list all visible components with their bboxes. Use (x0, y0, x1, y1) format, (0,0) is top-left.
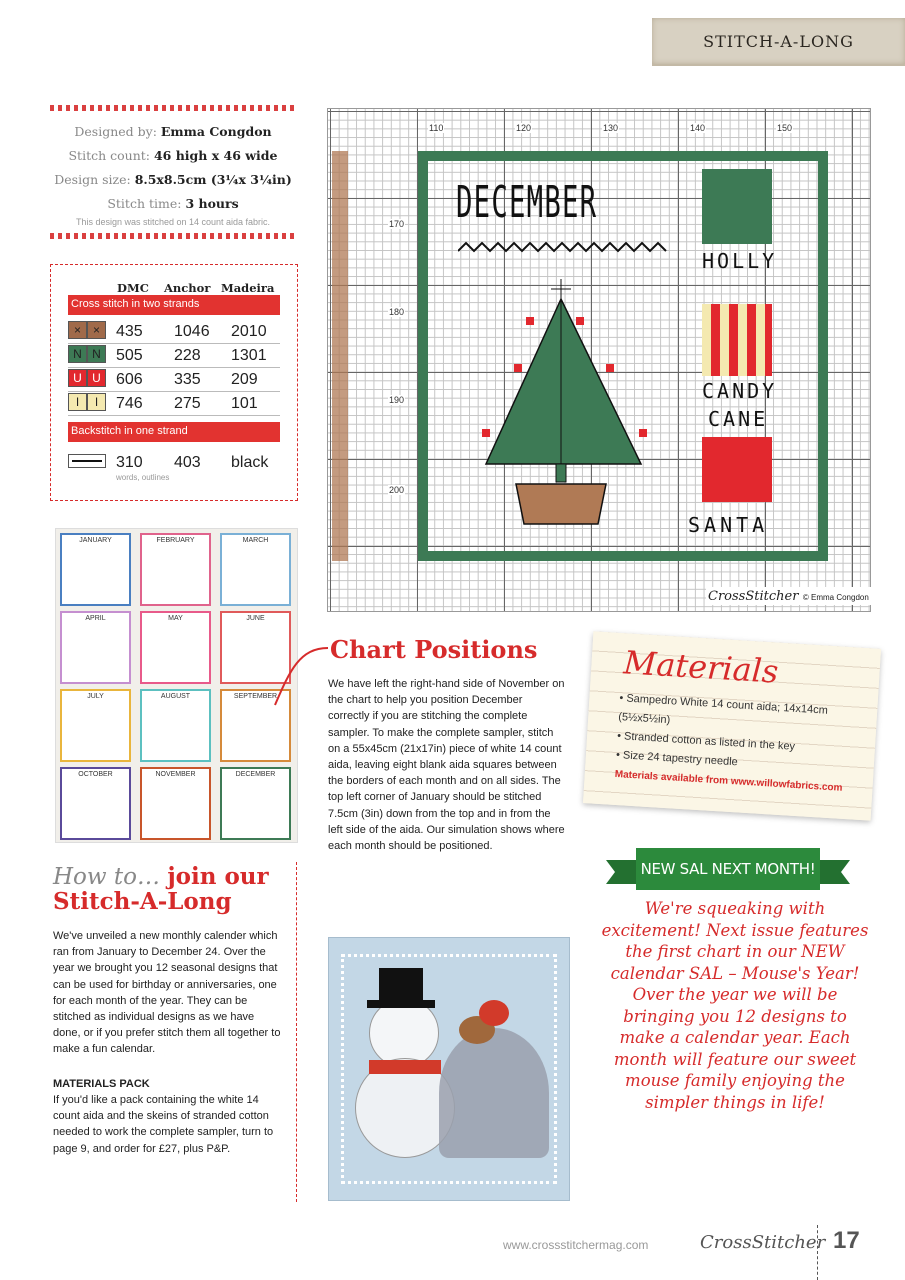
chart-word: CANDY (702, 379, 778, 403)
divider (817, 1225, 818, 1280)
key-section-back: Backstitch in one strand (68, 422, 280, 442)
stitched-photo (328, 937, 570, 1201)
material-item: • Sampedro White 14 count aida; 14x14cm (5½x5½in) (617, 692, 829, 727)
positions-body: We have left the right-hand side of November on the chart to help you position December correctly if you are stitching the complete sampler. To make the complete sampler, stitch on a 55x45cm (21x17in) piece of white 14 count aida, leaving eight blank aida squares between the borders of each month and on all sides. The top left corner of January should be stitched 7.5cm (3in) down from the top and in from the left side of the aida. Our simulation shows where each month should be positioned. (328, 678, 565, 853)
zigzag-divider (50, 233, 296, 239)
month-thumb: FEBRUARY (140, 533, 211, 606)
chart-title: DECEMBER (456, 177, 598, 228)
month-thumb: MARCH (220, 533, 291, 606)
month-thumb: JUNE (220, 611, 291, 684)
holly-block (702, 169, 772, 244)
chart-credit: CrossStitcher © Emma Congdon (708, 589, 869, 604)
banner-tail-right (820, 860, 850, 884)
month-thumb: OCTOBER (60, 767, 131, 840)
key-row: U U 606 335 209 (68, 368, 280, 392)
chart-word: SANTA (688, 513, 769, 537)
new-sal-banner: NEW SAL NEXT MONTH! (636, 848, 820, 890)
zigzag-line (458, 241, 678, 261)
thread-key: DMC Anchor Madeira Cross stitch in two strands × × 435 1046 2010 N N 505 228 1301 U U 606 335 209 I I 746 275 101 Backstitch in one strand 310 403 black words, outlines (50, 264, 298, 501)
month-thumb: MAY (140, 611, 211, 684)
footer-brand: CrossStitcher (700, 1232, 826, 1253)
footer-url[interactable]: www.crossstitchermag.com (503, 1238, 649, 1252)
design-info: Designed by: Emma Congdon Stitch count: 46 high x 46 wide Design size: 8.5x8.5cm (3¼x 3¼in) Stitch time: 3 hours This design was stitched on 14 count aida fabric. (54, 124, 292, 227)
key-section-cross: Cross stitch in two strands (68, 295, 280, 315)
month-thumb: APRIL (60, 611, 131, 684)
key-row: × × 435 1046 2010 (68, 320, 280, 344)
month-thumb: JULY (60, 689, 131, 762)
howto-title: How to… join our Stitch-A-Long (53, 863, 269, 915)
chart-word: CANE (708, 407, 769, 431)
page-number: 17 (833, 1227, 860, 1254)
divider (296, 862, 297, 1202)
november-border (332, 151, 348, 561)
month-thumb: DECEMBER (220, 767, 291, 840)
positions-title: Chart Positions (330, 635, 538, 664)
pack-title: MATERIALS PACK (53, 1078, 150, 1090)
zigzag-divider (50, 105, 296, 111)
material-item: • Stranded cotton as listed in the key (616, 730, 796, 753)
banner-tail-left (606, 860, 636, 884)
key-row: N N 505 228 1301 (68, 344, 280, 368)
candy-block (702, 304, 772, 376)
materials-note: Materials • Sampedro White 14 count aida; 14x14cm (5½x5½in) • Stranded cotton as listed in the key • Size 24 tapestry needle Materials available from www.willowfabrics.com (583, 631, 881, 820)
howto-body: We've unveiled a new monthly calender which ran from January to December 24. Over the year we brought you 12 seasonal designs that can be used for birthday or anniversaries, one for each month of the year. They can be stitched as individual designs as we have done, or if you prefer stitch them all together to make a fun calendar. (53, 930, 281, 1056)
month-thumb: NOVEMBER (140, 767, 211, 840)
cross-stitch-chart: 110 120 130 140 150 170 180 190 200 DECEMBER HOLLY CANDY CANE SANTA CrossStitcher © Emma Congdon (327, 108, 871, 612)
pack-body: If you'd like a pack containing the white 14 count aida and the skeins of stranded cotton needed to work the complete sampler, turn to page 9, and order for £27, plus P&P. (53, 1094, 274, 1155)
month-thumb: JANUARY (60, 533, 131, 606)
key-row-backstitch: 310 403 black words, outlines (68, 451, 280, 485)
chart-word: HOLLY (702, 249, 778, 273)
pointer-curve (270, 640, 330, 710)
material-item: • Size 24 tapestry needle (615, 748, 739, 769)
sampler-preview (55, 528, 298, 843)
key-row: I I 746 275 101 (68, 392, 280, 416)
month-thumb: AUGUST (140, 689, 211, 762)
month-thumb: SEPTEMBER (220, 689, 291, 762)
tree-motif (476, 269, 666, 549)
new-sal-text: We're squeaking with excitement! Next issue features the first chart in our NEW calendar SAL – Mouse's Year! Over the year we will be bringing you 12 designs to make a calendar year. Each month will feature our sweet mouse family enjoying the simpler things in life! (601, 899, 869, 1112)
santa-block (702, 437, 772, 502)
materials-source: Materials available from www.willowfabrics.com (614, 768, 843, 794)
section-tag: STITCH-A-LONG (652, 18, 905, 66)
